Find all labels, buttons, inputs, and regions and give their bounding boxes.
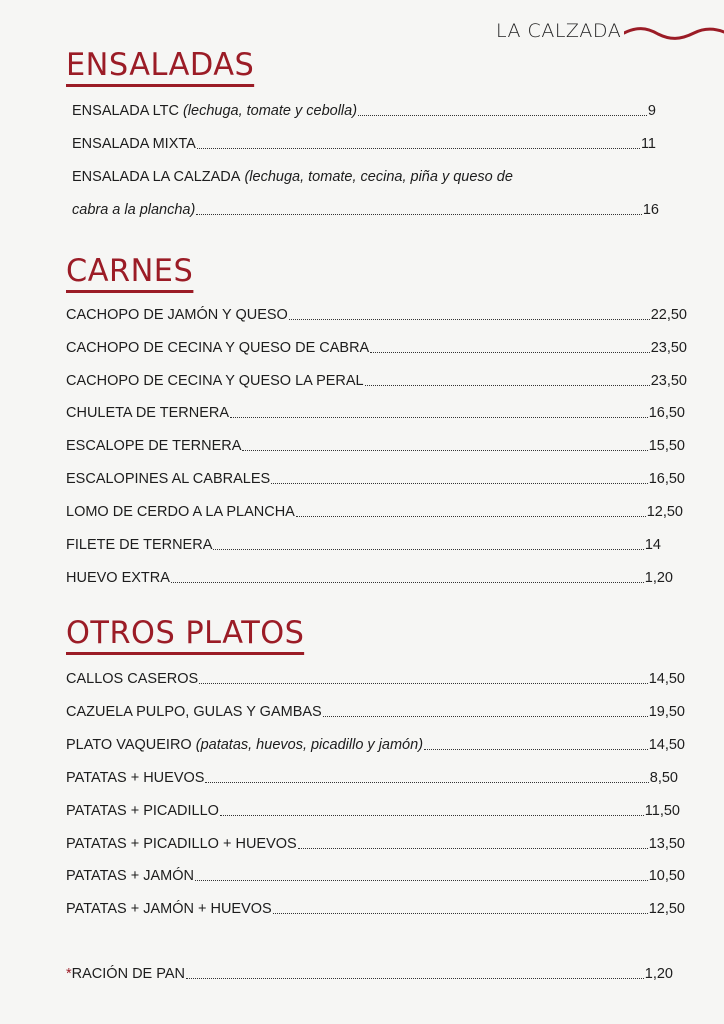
item-name [66,965,185,983]
item-name: HUEVO EXTRA [66,570,170,586]
item-description: (patatas, huevos, picadillo y jamón) [195,737,424,753]
menu-item [66,306,687,324]
dot-leader [171,582,644,583]
item-name: ENSALADA MIXTA [72,136,196,152]
dot-leader [230,417,648,418]
dot-leader [271,483,648,484]
item-price: 1,20 [644,966,673,982]
dot-leader [220,815,644,816]
wave-decoration-icon [624,24,724,44]
section-title-ensaladas: ENSALADAS [66,48,254,87]
item-price: 14 [644,537,661,553]
item-price: 10,50 [648,868,685,884]
item-name: ESCALOPE DE TERNERA [66,438,242,454]
dot-leader [370,352,649,353]
item-name: CACHOPO DE CECINA Y QUESO LA PERAL [66,373,364,389]
item-name: PATATAS + PICADILLO + HUEVOS [66,836,297,852]
dot-leader [289,319,650,320]
item-name: PLATO VAQUEIRO [66,737,192,753]
dot-leader [205,782,648,783]
item-name: LOMO DE CERDO A LA PLANCHA [66,504,295,520]
item-name: PATATAS + HUEVOS [66,770,205,786]
dot-leader [186,978,644,979]
dot-leader [323,716,648,717]
item-price: 11 [640,136,656,152]
item-price: 13,50 [648,836,685,852]
menu-item [66,470,685,488]
menu-item [66,900,685,918]
item-name: CACHOPO DE CECINA Y QUESO DE CABRA [66,340,370,356]
item-price: 12,50 [648,901,685,917]
item-name: PATATAS + JAMÓN [66,868,194,884]
menu-item [66,867,685,885]
item-price: 19,50 [648,704,685,720]
dot-leader [242,450,647,451]
item-name: PATATAS + JAMÓN + HUEVOS [66,901,272,917]
asterisk-marker: * [66,966,72,982]
item-price: 16 [642,202,659,218]
item-price: 22,50 [650,307,687,323]
dot-leader [424,749,648,750]
menu-item [72,102,656,120]
menu-item [66,835,685,853]
item-price: 16,50 [648,405,685,421]
item-description-continued: cabra a la plancha) [72,202,196,218]
menu-item [66,736,685,754]
menu-item [66,802,680,820]
section-title-carnes: CARNES [66,254,193,293]
item-name: CALLOS CASEROS [66,671,199,687]
item-price: 12,50 [646,504,683,520]
item-name: CACHOPO DE JAMÓN Y QUESO [66,307,288,323]
item-price: 16,50 [648,471,685,487]
dot-leader [197,148,640,149]
dot-leader [273,913,648,914]
dot-leader [365,385,650,386]
menu-item [66,372,687,390]
item-price: 11,50 [644,803,680,819]
item-name: PATATAS + PICADILLO [66,803,219,819]
brand-title: LA CALZADA [496,20,622,42]
item-price: 23,50 [650,340,687,356]
item-price: 23,50 [650,373,687,389]
menu-item [72,168,513,186]
menu-item [66,404,685,422]
item-name: ENSALADA LA CALZADA [72,169,241,185]
item-name: CHULETA DE TERNERA [66,405,230,421]
item-name: CAZUELA PULPO, GULAS Y GAMBAS [66,704,322,720]
section-title-otros-platos: OTROS PLATOS [66,616,304,655]
menu-item [72,135,656,153]
item-description: (lechuga, tomate, cecina, piña y queso de [244,169,513,185]
menu-item [66,536,661,554]
menu-item [66,437,685,455]
item-name: ENSALADA LTC [72,103,179,119]
menu-item [66,670,685,688]
menu-item [66,703,685,721]
item-description: (lechuga, tomate y cebolla) [182,103,358,119]
dot-leader [213,549,643,550]
item-price: 8,50 [649,770,678,786]
item-price: 14,50 [648,671,685,687]
item-name: ESCALOPINES AL CABRALES [66,471,271,487]
item-name: FILETE DE TERNERA [66,537,213,553]
menu-item [66,769,678,787]
dot-leader [296,516,646,517]
dot-leader [196,214,642,215]
dot-leader [358,115,647,116]
menu-item [66,569,673,587]
dot-leader [195,880,648,881]
item-price: 14,50 [648,737,685,753]
item-price: 15,50 [648,438,685,454]
dot-leader [298,848,648,849]
item-price: 9 [647,103,656,119]
item-name-text: RACIÓN DE PAN [71,966,185,982]
menu-item [66,503,683,521]
item-price: 1,20 [644,570,673,586]
menu-item-continuation [72,201,659,219]
bread-ration-item [66,965,673,983]
menu-item [66,339,687,357]
dot-leader [199,683,648,684]
